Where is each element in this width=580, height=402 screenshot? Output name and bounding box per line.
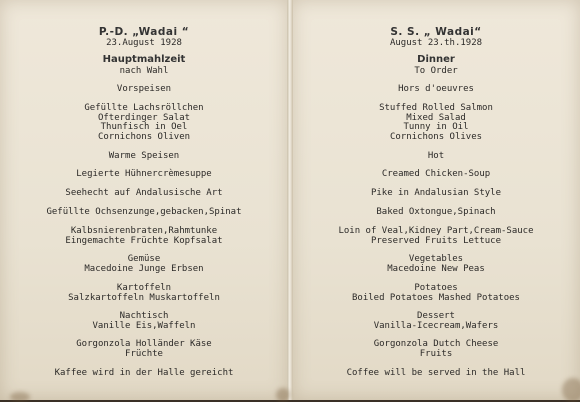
menu-item: Legierte Hühnercrèmesuppe: [76, 169, 212, 179]
menu-date: 23.August 1928: [106, 38, 182, 48]
menu-item: Fruits: [419, 349, 453, 359]
menu-item: Macedoine New Peas: [387, 264, 485, 274]
menu-item: Cornichons Olives: [389, 132, 483, 142]
menu-title: Hauptmahlzeit: [102, 54, 186, 65]
course-heading: Nachtisch: [119, 311, 169, 321]
course-heading: Kartoffeln: [116, 283, 172, 293]
closing-note: Coffee will be served in the Hall: [346, 368, 526, 378]
ship-name: P.-D. „Wadai “: [98, 26, 190, 38]
closing-note: Kaffee wird in der Halle gereicht: [54, 368, 234, 378]
menu-item: Gefüllte Ochsenzunge,gebacken,Spinat: [46, 207, 242, 217]
stain-mark: [562, 378, 580, 402]
menu-item: Vanilla-Icecream,Wafers: [373, 321, 499, 331]
menu-item: Baked Oxtongue,Spinach: [376, 207, 496, 217]
menu-item: Ofterdinger Salat: [97, 113, 191, 123]
course-heading: Vorspeisen: [116, 84, 172, 94]
menu-item: Vanille Eis,Waffeln: [92, 321, 196, 331]
course-heading: Gemüse: [127, 254, 161, 264]
menu-item: Gorgonzola Holländer Käse: [76, 339, 212, 349]
menu-item: Loin of Veal,Kidney Part,Cream-Sauce: [338, 226, 534, 236]
course-heading: Vegetables: [408, 254, 464, 264]
course-heading: Hot: [427, 151, 445, 161]
menu-subtitle: To Order: [414, 66, 458, 76]
menu-item: Thunfisch in Oel: [100, 122, 188, 132]
menu-title: Dinner: [417, 54, 455, 65]
menu-item: Tunny in Oil: [403, 122, 469, 132]
menu-date: August 23.th.1928: [389, 38, 483, 48]
menu-item: Macedoine Junge Erbsen: [84, 264, 204, 274]
menu-item: Salzkartoffeln Muskartoffeln: [68, 293, 220, 303]
menu-item: Mixed Salad: [406, 113, 466, 123]
menu-item: Eingemachte Früchte Kopfsalat: [65, 236, 223, 246]
ship-name: S. S. „ Wadai“: [390, 26, 482, 38]
menu-item: Boiled Potatoes Mashed Potatoes: [352, 293, 520, 303]
menu-item: Creamed Chicken-Soup: [381, 169, 491, 179]
course-heading: Dessert: [417, 311, 455, 321]
menu-item: Stuffed Rolled Salmon: [379, 103, 493, 113]
menu-item: Gorgonzola Dutch Cheese: [373, 339, 499, 349]
menu-item: Kalbsnierenbraten,Rahmtunke: [70, 226, 218, 236]
menu-item: Cornichons Oliven: [97, 132, 191, 142]
course-heading: Warme Speisen: [108, 151, 180, 161]
menu-item: Gefüllte Lachsröllchen: [84, 103, 204, 113]
menu-subtitle: nach Wahl: [119, 66, 169, 76]
menu-item: Preserved Fruits Lettuce: [370, 236, 502, 246]
course-heading: Hors d'oeuvres: [398, 84, 474, 94]
menu-item: Früchte: [125, 349, 163, 359]
menu-item: Seehecht auf Andalusische Art: [65, 188, 223, 198]
menu-item: Pike in Andalusian Style: [370, 188, 502, 198]
course-heading: Potatoes: [414, 283, 458, 293]
stain-mark: [10, 392, 30, 402]
